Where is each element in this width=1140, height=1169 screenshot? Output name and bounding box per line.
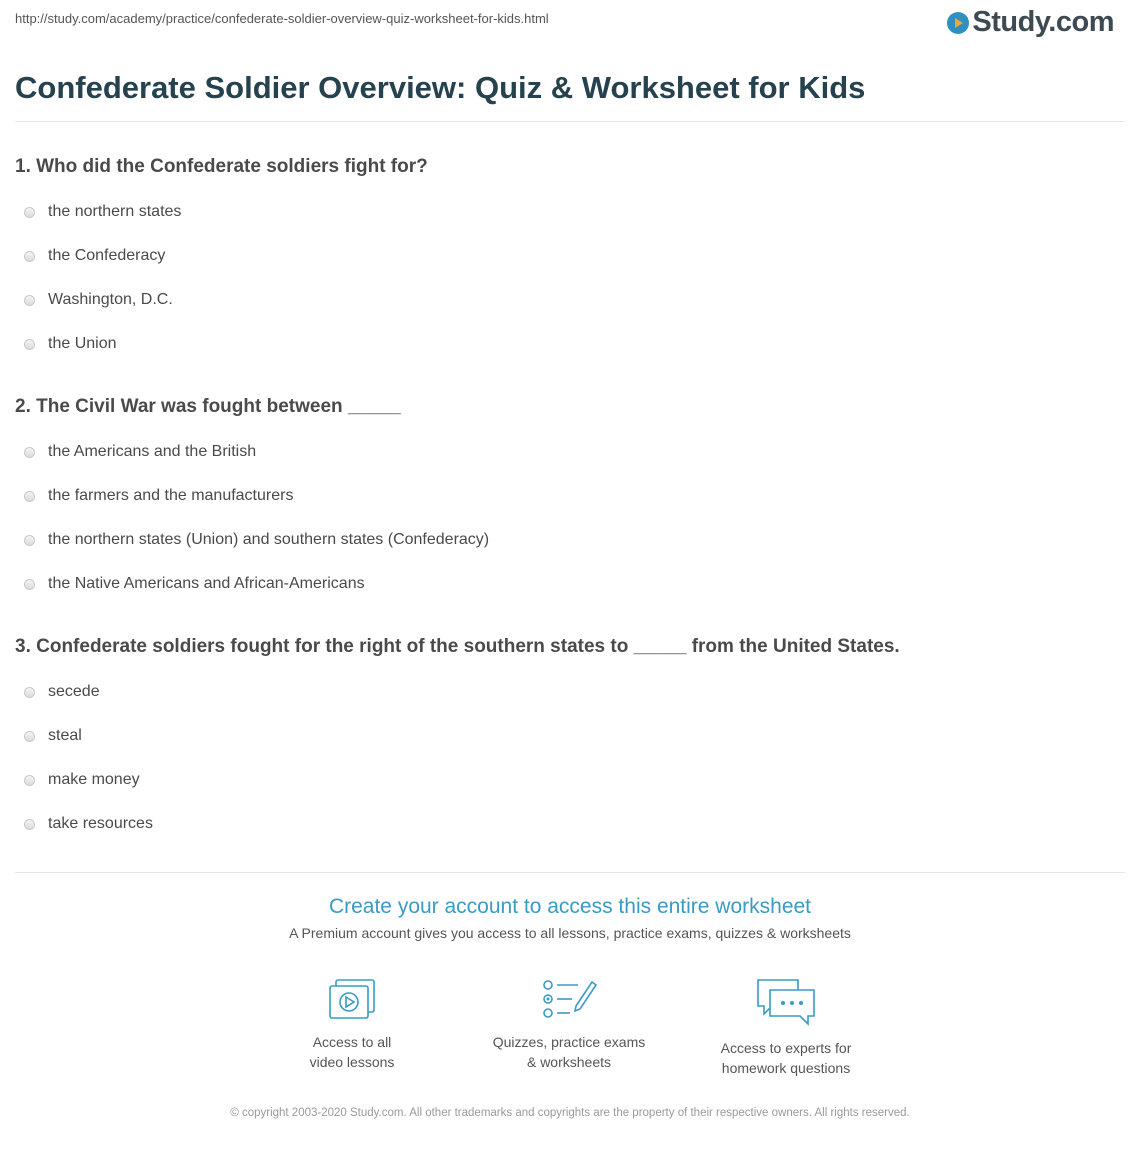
radio-button[interactable] <box>24 535 35 546</box>
answer-options <box>15 676 900 852</box>
option-label: the northern states <box>48 203 182 220</box>
option-label: the northern states (Union) and southern states (Confederacy) <box>48 531 490 548</box>
answer-options <box>15 196 428 372</box>
answer-option[interactable] <box>15 764 900 808</box>
radio-button[interactable] <box>24 775 35 786</box>
question-2 <box>15 395 489 612</box>
radio-button[interactable] <box>24 207 35 218</box>
answer-option[interactable] <box>15 676 900 720</box>
option-label: steal <box>48 727 82 744</box>
cta-subtitle: A Premium account gives you access to all lessons, practice exams, quizzes & worksheets <box>289 925 851 941</box>
option-label: the Native Americans and African-Americans <box>48 575 365 592</box>
quiz-checklist-icon <box>540 976 598 1022</box>
study-logo[interactable] <box>947 6 1114 39</box>
question-3 <box>15 635 900 852</box>
feature-label-line: Quizzes, practice exams <box>492 1034 646 1050</box>
video-lessons-icon <box>326 976 378 1022</box>
radio-button[interactable] <box>24 339 35 350</box>
answer-option[interactable] <box>15 196 428 240</box>
option-label: Washington, D.C. <box>48 291 173 308</box>
copyright-notice: © copyright 2003-2020 Study.com. All other trademarks and copyrights are the property of their respective owners. All rights reserved. <box>230 1107 910 1119</box>
answer-option[interactable] <box>15 284 428 328</box>
radio-button[interactable] <box>24 687 35 698</box>
page-url: http://study.com/academy/practice/confederate-soldier-overview-quiz-worksheet-for-kids.html <box>15 11 549 26</box>
cta-section <box>0 895 1140 941</box>
question-title: 1. Who did the Confederate soldiers fight for? <box>15 156 428 177</box>
feature-label-line: Access to all <box>312 1034 392 1050</box>
feature-label <box>242 1032 462 1072</box>
answer-option[interactable] <box>15 568 489 612</box>
feature-label-line: Access to experts for <box>720 1040 852 1056</box>
radio-button[interactable] <box>24 731 35 742</box>
radio-button[interactable] <box>24 819 35 830</box>
question-title: 2. The Civil War was fought between _____ <box>15 396 401 417</box>
radio-button[interactable] <box>24 295 35 306</box>
option-label: the farmers and the manufacturers <box>48 487 294 504</box>
option-label: secede <box>48 683 100 700</box>
answer-option[interactable] <box>15 808 900 852</box>
answer-options <box>15 436 489 612</box>
feature-label <box>676 1038 896 1078</box>
answer-option[interactable] <box>15 524 489 568</box>
feature-label-line: homework questions <box>721 1060 851 1076</box>
answer-option[interactable] <box>15 480 489 524</box>
chat-bubbles-icon <box>754 976 818 1028</box>
create-account-link[interactable]: Create your account to access this entire worksheet <box>328 895 812 918</box>
play-circle-icon <box>947 12 969 34</box>
question-1 <box>15 155 428 372</box>
radio-button[interactable] <box>24 579 35 590</box>
option-label: the Union <box>48 335 117 352</box>
option-label: make money <box>48 771 140 788</box>
feature-label-line: & worksheets <box>526 1054 612 1070</box>
answer-option[interactable] <box>15 436 489 480</box>
feature-quizzes <box>459 976 679 1072</box>
feature-experts <box>676 976 896 1078</box>
feature-video-lessons <box>242 976 462 1072</box>
radio-button[interactable] <box>24 251 35 262</box>
radio-button[interactable] <box>24 447 35 458</box>
option-label: take resources <box>48 815 153 832</box>
radio-button[interactable] <box>24 491 35 502</box>
question-title: 3. Confederate soldiers fought for the right of the southern states to _____ from the United States. <box>15 636 900 657</box>
answer-option[interactable] <box>15 328 428 372</box>
page-title: Confederate Soldier Overview: Quiz & Worksheet for Kids <box>15 70 866 105</box>
answer-option[interactable] <box>15 720 900 764</box>
logo-text: Study.com <box>972 6 1114 38</box>
option-label: the Americans and the British <box>48 443 257 460</box>
answer-option[interactable] <box>15 240 428 284</box>
option-label: the Confederacy <box>48 247 166 264</box>
feature-label <box>459 1032 679 1072</box>
cta-divider <box>15 872 1125 873</box>
feature-label-line: video lessons <box>309 1054 395 1070</box>
title-divider <box>15 121 1125 122</box>
